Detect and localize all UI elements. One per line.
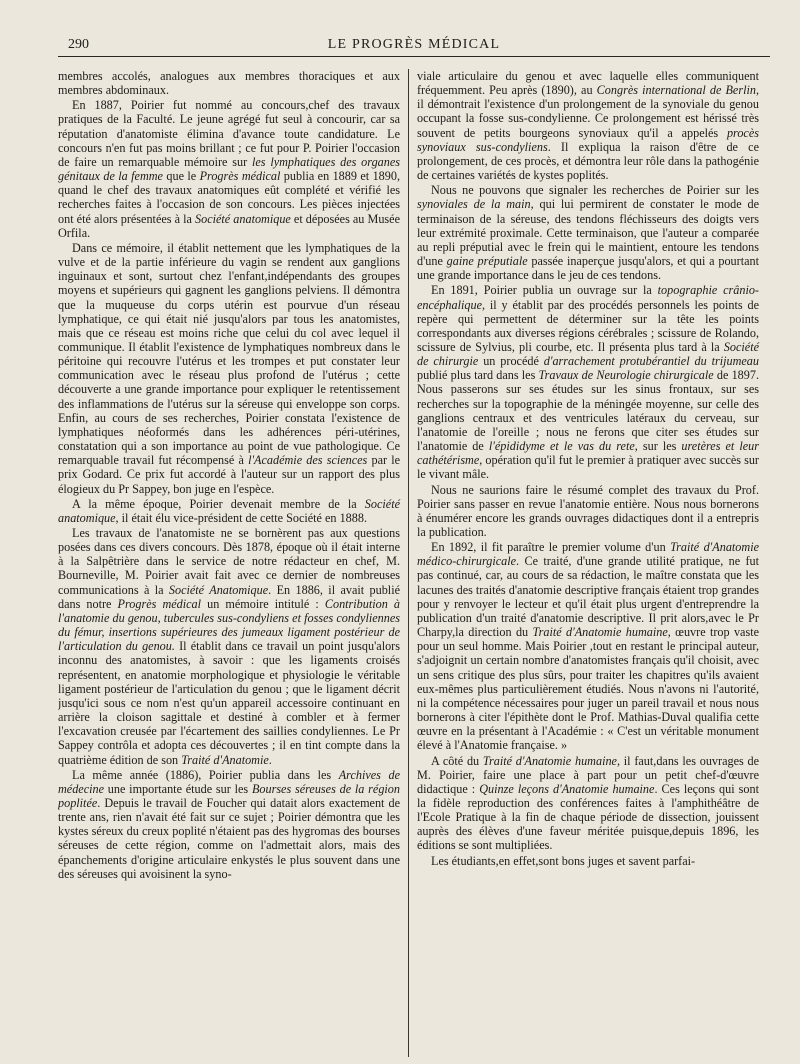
paragraph: En 1887, Poirier fut nommé au concours,chef des travaux pratiques de la Faculté. Le jeune agrégé fut seul à concourir, car sa réputation d'anatomiste élimina d'avance toute candidature. Le concours n'en fut pas moins brillant ; ce fut pour P. Poirier l'occasion de faire un remarquable mémoire sur les lymphatiques des organes génitaux de la femme que le Progrès médical publia en 1889 et 1890, quand le chef des travaux anatomiques eût complété et vérifié les recherches faites à l'occasion de son concours. Les pièces injectées ont été alors présentées à la Société anatomique et déposées au Musée Orfila.	[58, 98, 400, 240]
paragraph: En 1891, Poirier publia un ouvrage sur la topographie crânio-encéphalique, il y établit par des procédés personnels les points de repère qui permettent de déterminer sur la tête les points correspondants aux diverses régions cérébrales ; scissure de Rolando, scissure de Sylvius, pli courbe, etc. Il présenta plus tard à la Société de chirurgie un procédé d'arrachement protubérantiel du trijumeau publié plus tard dans les Travaux de Neurologie chirurgicale de 1897. Nous passerons sur ses études sur les sinus frontaux, sur ses recherches sur la topographie de la méningée moyenne, sur celle des ganglions centraux et des ventricules latéraux du cerveau, sur l'anatomie de l'oreille ; nous ne ferons que citer ses études sur l'anatomie de l'épididyme et le vas du rete, sur les uretères et leur cathétérisme, opération qu'il fut le premier à pratiquer avec succès sur le vivant mâle.	[417, 283, 759, 482]
right-column	[417, 69, 759, 1057]
paragraph: A la même époque, Poirier devenait membre de la Société anatomique, il était élu vice-président de cette Société en 1888.	[58, 496, 400, 525]
paragraph: Nous ne saurions faire le résumé complet des travaux du Prof. Poirier sans passer en revue l'anatomie entière. Nous nous bornerons à énumérer encore les grands ouvrages didactiques dont il a entrepris la publication.	[417, 482, 759, 539]
column-divider	[408, 69, 409, 1057]
paragraph: Dans ce mémoire, il établit nettement que les lymphatiques de la vulve et de la partie inférieure du vagin se rendent aux ganglions inguinaux et sont, surtout chez l'enfant,indépendants des groupes moyens et supérieurs qui gagnent les ganglions pelviens. Il démontra que la muqueuse du corps utérin est pourvue d'un réseau lymphatique, ce qui était nié jusqu'alors par tous les anatomistes, mais que ce réseau est moins riche que celui du col avec lequel il communique. Il établit l'existence de lymphatiques nombreux dans le péritoine qui recouvre l'utérus et les trompes et put constater leur communication avec le réseau plus profond de l'utérus ; cette découverte a une grande importance pour expliquer le retentissement des inflammations de l'utérus sur la séreuse qui enveloppe son corps. Enfin, au cours de ses recherches, Poirier constata l'existence de lymphatiques néoformés dans les adhérences péri-utérines, constatation qui a son importance au point de vue pathologique. Ce remarquable travail fut récompensé à l'Académie des sciences par le prix Godard. Ce prix fut accordé à l'auteur sur un rapport des plus élogieux du Pr Sappey, bon juge en l'espèce.	[58, 240, 401, 496]
paragraph: Les étudiants,en effet,sont bons juges et savent parfai-	[431, 853, 696, 868]
paragraph: viale articulaire du genou et avec laquelle elles communiquent fréquemment. Peu après (1890), au Congrès international de Berlin, il démontrait l'existence d'un prolongement de la synoviale du genou occupant la fosse sus-condylienne. Ce prolongement est hérissé très souvent de petits bourgeons synoviaux qu'il a appelés procès synoviaux sus-condyliens. Il expliqua la raison d'être de ce prolongement, de ces procès, et démontra leur rôle dans la pathogénie de certaines variétés de kystes poplités.	[417, 69, 759, 183]
page-header	[58, 34, 770, 57]
page-number: 290	[68, 37, 89, 52]
paragraph: membres accolés, analogues aux membres thoraciques et aux membres abdominaux.	[58, 69, 400, 98]
running-title: LE PROGRÈS MÉDICAL	[327, 37, 501, 52]
paragraph: En 1892, il fit paraître le premier volume d'un Traité d'Anatomie médico-chirurgicale. Ce traité, d'une grande utilité pratique, ne fut pas continué, car, au cours de sa rédaction, le maître constata que les lacunes des traités d'anatomie descriptive français étaient trop grandes pour y renvoyer le lecteur et qu'il était plus urgent d'entreprendre la publication d'un traité d'anatomie descriptive. Il prit alors,avec le Pr Charpy,la direction du Traité d'Anatomie humaine, œuvre trop vaste pour un seul homme. Mais Poirier ,tout en restant le principal auteur, s'adjoignit un certain nombre d'anatomistes français qu'il choisit, avec un sens critique des plus sûrs, pour traiter les chapitres qu'ils avaient eux-mêmes plus particulièrement étudiés. Nous n'avons ni l'autorité, ni la compétence nécessaires pour juger un pareil travail et nous nous bornerons à citer l'épithète dont le Prof. Mathias-Duval qualifia cette œuvre en la présentant à l'Académie : « C'est un véritable monument élevé à l'Anatomie française. »	[417, 540, 759, 753]
left-column	[58, 69, 408, 1057]
paragraph: Les travaux de l'anatomiste ne se bornèrent pas aux questions posées dans ces divers concours. Dès 1878, époque où il était interne à la Salpêtrière dans le service de notre rédacteur en chef, M. Bourneville, M. Poirier avait fait avec ce dernier de nombreuses communications à la Société Anatomique. En 1886, il avait publié dans notre Progrès médical un mémoire intitulé : Contribution à l'anatomie du genou, tubercules sus-condyliens et fosses condyliennes du fémur, insertions supérieures des jumeaux ligament postérieur de l'articulation du genou. Il établit dans ce travail un point jusqu'alors inconnu des anatomistes, à savoir : que les ligaments croisés représentent, en anatomie morphologique et physiologie le véritable ligament postérieur de l'articulation du genou ; que le ligament décrit jusqu'ici sous ce nom n'est qu'un appareil accessoire continuant en arrière la cloison sagittale et destiné à combler et à fermer l'excavation creusée par l'écartement des saillies condyliennes. Le Pr Sappey contrôla et adopta ces découvertes ; il en tint compte dans la quatrième édition de son Traité d'Anatomie.	[58, 526, 400, 767]
paragraph: La même année (1886), Poirier publia dans les Archives de médecine une importante étude sur les Bourses séreuses de la région poplitée. Depuis le travail de Foucher qui datait alors exactement de trente ans, rien n'avait été fait sur ce sujet ; Poirier démontra que les kystes séreux du creux poplité n'étaient pas des hygromas des bourses séreuses de cette région, comme on l'admettait alors, mais des épanchements d'origine articulaire enkystés le plus souvent dans une des séreuses qui avoisinent la syno-	[58, 767, 400, 881]
paragraph: A côté du Traité d'Anatomie humaine, il faut,dans les ouvrages de M. Poirier, faire une place à part pour un petit chef-d'œuvre didactique : Quinze leçons d'Anatomie humaine. Ces leçons qui sont la fidèle reproduction des conférences faites à l'amphithéâtre de l'Ecole Pratique à la fin de chaque période de dissection, jouissent auprès des élèves d'une faveur méritée puisque,depuis 1896, les éditions se sont multipliées.	[417, 753, 760, 853]
two-column-body	[58, 69, 770, 1057]
paragraph: Nous ne pouvons que signaler les recherches de Poirier sur les synoviales de la main, qui lui permirent de constater le mode de terminaison de la séreuse, des tendons fléchisseurs des doigts vers leur extrémité proximale. Cette terminaison, que l'auteur a comparée au repli préputial avec le frein qui le maintient, entoure les tendons d'une gaine préputiale passée inaperçue jusqu'alors, et qui a pourtant une grande importance dans le jeu de ces tendons.	[417, 183, 759, 283]
